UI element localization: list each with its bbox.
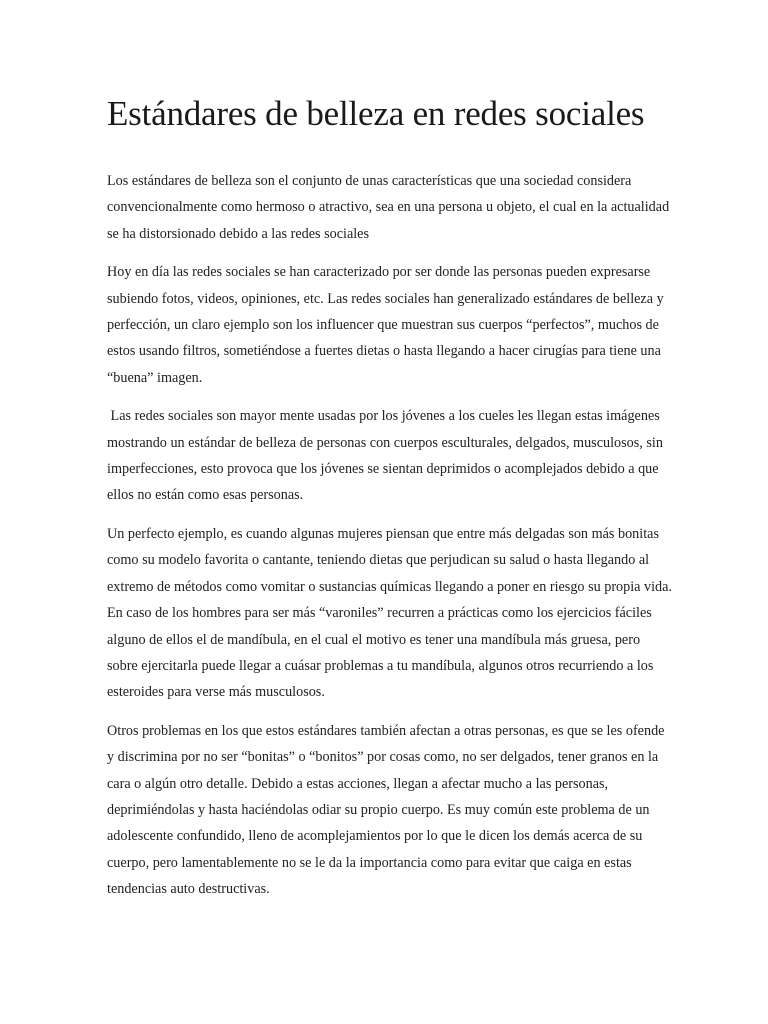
- document-page: [107, 88, 672, 915]
- paragraph-2: Hoy en día las redes sociales se han caracterizado por ser donde las personas pueden expresarse subiendo fotos, videos, opiniones, etc. Las redes sociales han generalizado estándares de belleza y perfección, un claro ejemplo son los influencer que muestran sus cuerpos “perfectos”, muchos de estos usando filtros, sometiéndose a fuertes dietas o hasta llegando a hacer cirugías para tiene una “buena” imagen.: [107, 264, 664, 386]
- paragraph-5: Otros problemas en los que estos estándares también afectan a otras personas, es que se les ofende y discrimina por no ser “bonitas” o “bonitos” por cosas como, no ser delgados, tener granos en la cara o algún otro detalle. Debido a estas acciones, llegan a afectar mucho a las personas, deprimiéndolas y hasta haciéndolas odiar su propio cuerpo. Es muy común este problema de un adolescente confundido, lleno de acomplejamientos por lo que le dicen los demás acerca de su cuerpo, pero lamentablemente no se le da la importancia como para evitar que caiga en estas tendencias auto destructivas.: [107, 722, 665, 898]
- paragraph-3: Las redes sociales son mayor mente usadas por los jóvenes a los cueles les llegan estas imágenes mostrando un estándar de belleza de personas con cuerpos esculturales, delgados, musculosos, sin imperfecciones, esto provoca que los jóvenes se sientan deprimidos o acomplejados debido a que ellos no están como esas personas.: [107, 408, 667, 504]
- paragraph-1: Los estándares de belleza son el conjunto de unas características que una sociedad considera convencionalmente como hermoso o atractivo, sea en una persona u objeto, el cual en la actualidad se ha distorsionado debido a las redes sociales: [107, 173, 670, 242]
- document-title: Estándares de belleza en redes sociales: [107, 94, 645, 133]
- paragraph-4: Un perfecto ejemplo, es cuando algunas mujeres piensan que entre más delgadas son más bonitas como su modelo favorita o cantante, teniendo dietas que perjudican su salud o hasta llegando al extremo de métodos como vomitar o sustancias químicas llegando a poner en riesgo su propia vida. En caso de los hombres para ser más “varoniles” recurren a prácticas como los ejercicios fáciles alguno de ellos el de mandíbula, en el cual el motivo es tener una mandíbula más gruesa, pero sobre ejercitarla puede llegar a cuásar problemas a tu mandíbula, algunos otros recurriendo a los esteroides para verse más musculosos.: [107, 525, 672, 701]
